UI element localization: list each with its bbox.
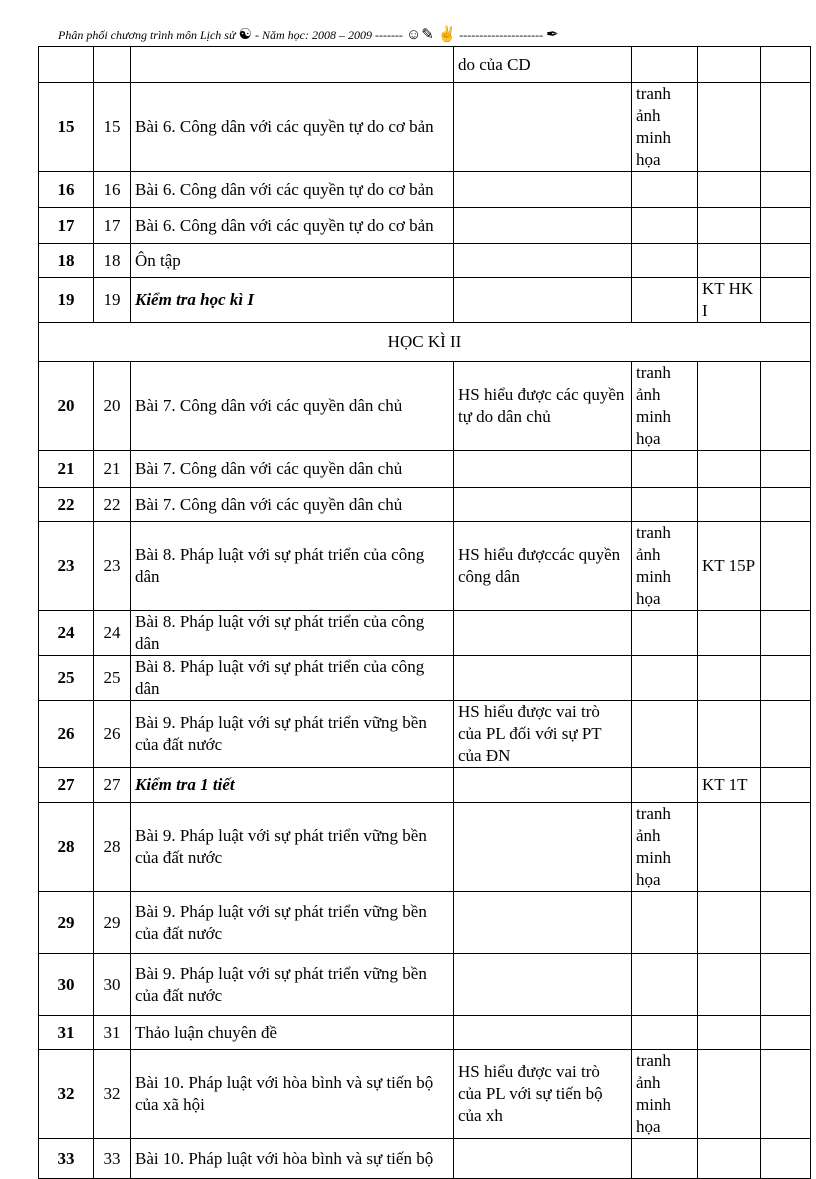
tiet-cell <box>94 47 131 83</box>
objective-cell <box>454 656 632 701</box>
table-row <box>39 47 811 83</box>
lesson-cell: Bài 8. Pháp luật với sự phát triển của công dân <box>131 656 454 701</box>
tiet-cell: 17 <box>94 208 131 244</box>
test-cell <box>698 954 761 1016</box>
test-cell <box>698 892 761 954</box>
objective-cell <box>454 611 632 656</box>
table-row <box>39 208 811 244</box>
stt-cell: 29 <box>39 892 94 954</box>
materials-cell <box>632 701 698 768</box>
materials-cell <box>632 278 698 323</box>
table-row <box>39 362 811 451</box>
header-pen-icon: ✒ <box>546 27 559 43</box>
objective-cell <box>454 488 632 522</box>
extra-cell <box>761 244 811 278</box>
table-row <box>39 451 811 488</box>
tiet-cell: 21 <box>94 451 131 488</box>
table-row <box>39 323 811 362</box>
lesson-cell: Bài 9. Pháp luật với sự phát triển vững bền của đất nước <box>131 701 454 768</box>
objective-cell: do của CD <box>454 47 632 83</box>
test-cell <box>698 362 761 451</box>
materials-cell <box>632 488 698 522</box>
test-cell <box>698 208 761 244</box>
materials-cell <box>632 656 698 701</box>
test-cell <box>698 656 761 701</box>
tiet-cell: 28 <box>94 803 131 892</box>
lesson-cell: Kiểm tra học kì I <box>131 278 454 323</box>
test-cell <box>698 172 761 208</box>
tiet-cell: 16 <box>94 172 131 208</box>
objective-cell: HS hiểu được các quyền tự do dân chủ <box>454 362 632 451</box>
test-cell <box>698 1050 761 1139</box>
lesson-cell: Bài 9. Pháp luật với sự phát triển vững bền của đất nước <box>131 892 454 954</box>
table-row <box>39 172 811 208</box>
objective-cell <box>454 172 632 208</box>
lesson-cell: Bài 9. Pháp luật với sự phát triển vững bền của đất nước <box>131 803 454 892</box>
lesson-cell: Bài 10. Pháp luật với hòa bình và sự tiến bộ của xã hội <box>131 1050 454 1139</box>
objective-cell: HS hiểu được vai trò của PL với sự tiến bộ của xh <box>454 1050 632 1139</box>
test-cell <box>698 244 761 278</box>
test-cell <box>698 83 761 172</box>
test-cell <box>698 488 761 522</box>
tiet-cell: 29 <box>94 892 131 954</box>
tiet-cell: 15 <box>94 83 131 172</box>
objective-cell <box>454 451 632 488</box>
objective-cell <box>454 803 632 892</box>
semester-heading: HỌC KÌ II <box>39 323 811 362</box>
table-row <box>39 1016 811 1050</box>
semester-2-heading <box>39 323 811 362</box>
header-dashes: ------- <box>374 28 403 42</box>
stt-cell: 20 <box>39 362 94 451</box>
extra-cell <box>761 522 811 611</box>
stt-cell: 17 <box>39 208 94 244</box>
lesson-cell <box>131 47 454 83</box>
table-row <box>39 892 811 954</box>
extra-cell <box>761 208 811 244</box>
stt-cell: 31 <box>39 1016 94 1050</box>
tiet-cell: 24 <box>94 611 131 656</box>
objective-cell <box>454 83 632 172</box>
tiet-cell: 31 <box>94 1016 131 1050</box>
extra-cell <box>761 803 811 892</box>
lesson-cell: Bài 7. Công dân với các quyền dân chủ <box>131 488 454 522</box>
table-row <box>39 701 811 768</box>
header-year: 2008 – 2009 <box>311 28 372 42</box>
tiet-cell: 26 <box>94 701 131 768</box>
materials-cell <box>632 1139 698 1179</box>
header-logo-icon: ☯ <box>238 27 252 43</box>
test-cell <box>698 451 761 488</box>
extra-cell <box>761 488 811 522</box>
lesson-cell: Bài 10. Pháp luật với hòa bình và sự tiến bộ <box>131 1139 454 1179</box>
tiet-cell: 18 <box>94 244 131 278</box>
extra-cell <box>761 1016 811 1050</box>
extra-cell <box>761 656 811 701</box>
test-cell <box>698 1139 761 1179</box>
tiet-cell: 25 <box>94 656 131 701</box>
tiet-cell: 22 <box>94 488 131 522</box>
stt-cell: 33 <box>39 1139 94 1179</box>
stt-cell: 23 <box>39 522 94 611</box>
test-cell <box>698 803 761 892</box>
materials-cell <box>632 768 698 803</box>
stt-cell: 30 <box>39 954 94 1016</box>
lesson-cell: Bài 6. Công dân với các quyền tự do cơ bản <box>131 172 454 208</box>
stt-cell: 22 <box>39 488 94 522</box>
materials-cell <box>632 208 698 244</box>
lesson-cell: Kiểm tra 1 tiết <box>131 768 454 803</box>
extra-cell <box>761 172 811 208</box>
lesson-cell: Thảo luận chuyên đề <box>131 1016 454 1050</box>
table-row <box>39 278 811 323</box>
table-row <box>39 522 811 611</box>
header-symbols: ☺✎ ✌ <box>405 27 457 43</box>
objective-cell <box>454 1016 632 1050</box>
test-cell <box>698 701 761 768</box>
table-row <box>39 1139 811 1179</box>
extra-cell <box>761 362 811 451</box>
table-row <box>39 1050 811 1139</box>
stt-cell: 15 <box>39 83 94 172</box>
materials-cell <box>632 954 698 1016</box>
table-row <box>39 656 811 701</box>
extra-cell <box>761 47 811 83</box>
lesson-cell: Bài 6. Công dân với các quyền tự do cơ bản <box>131 83 454 172</box>
objective-cell: HS hiểu được vai trò của PL đối với sự PT của ĐN <box>454 701 632 768</box>
extra-cell <box>761 701 811 768</box>
test-cell <box>698 1016 761 1050</box>
materials-cell: tranh ảnh minh họa <box>632 362 698 451</box>
materials-cell <box>632 47 698 83</box>
lesson-plan-table <box>38 46 811 1179</box>
tiet-cell: 20 <box>94 362 131 451</box>
tiet-cell: 27 <box>94 768 131 803</box>
table-row <box>39 954 811 1016</box>
objective-cell <box>454 1139 632 1179</box>
table-row <box>39 488 811 522</box>
test-cell <box>698 611 761 656</box>
tiet-cell: 33 <box>94 1139 131 1179</box>
tiet-cell: 30 <box>94 954 131 1016</box>
tiet-cell: 19 <box>94 278 131 323</box>
materials-cell <box>632 1016 698 1050</box>
test-cell: KT 1T <box>698 768 761 803</box>
semester-1-rows <box>39 47 811 323</box>
stt-cell: 24 <box>39 611 94 656</box>
table-row <box>39 768 811 803</box>
semester-2-rows <box>39 362 811 1179</box>
materials-cell <box>632 892 698 954</box>
materials-cell: tranh ảnh minh họa <box>632 522 698 611</box>
table-row <box>39 611 811 656</box>
tiet-cell: 32 <box>94 1050 131 1139</box>
materials-cell <box>632 172 698 208</box>
header-dashes-trailing: --------------------- <box>459 28 544 42</box>
stt-cell: 19 <box>39 278 94 323</box>
test-cell: KT HK I <box>698 278 761 323</box>
tiet-cell: 23 <box>94 522 131 611</box>
table-row <box>39 244 811 278</box>
test-cell: KT 15P <box>698 522 761 611</box>
objective-cell <box>454 278 632 323</box>
lesson-cell: Bài 7. Công dân với các quyền dân chủ <box>131 362 454 451</box>
stt-cell: 32 <box>39 1050 94 1139</box>
objective-cell <box>454 208 632 244</box>
extra-cell <box>761 954 811 1016</box>
table-row <box>39 83 811 172</box>
materials-cell: tranh ảnh minh họa <box>632 83 698 172</box>
page-header <box>58 25 758 45</box>
lesson-cell: Ôn tập <box>131 244 454 278</box>
stt-cell: 28 <box>39 803 94 892</box>
lesson-cell: Bài 7. Công dân với các quyền dân chủ <box>131 451 454 488</box>
materials-cell <box>632 611 698 656</box>
extra-cell <box>761 1050 811 1139</box>
header-year-label: - Năm học: <box>254 28 309 42</box>
materials-cell <box>632 451 698 488</box>
objective-cell: HS hiểu đượccác quyền công dân <box>454 522 632 611</box>
lesson-cell: Bài 9. Pháp luật với sự phát triển vững bền của đất nước <box>131 954 454 1016</box>
stt-cell: 27 <box>39 768 94 803</box>
stt-cell: 26 <box>39 701 94 768</box>
lesson-cell: Bài 8. Pháp luật với sự phát triển của công dân <box>131 611 454 656</box>
extra-cell <box>761 1139 811 1179</box>
materials-cell <box>632 244 698 278</box>
lesson-cell: Bài 8. Pháp luật với sự phát triển của công dân <box>131 522 454 611</box>
materials-cell: tranh ảnh minh họa <box>632 803 698 892</box>
extra-cell <box>761 83 811 172</box>
lesson-cell: Bài 6. Công dân với các quyền tự do cơ bản <box>131 208 454 244</box>
extra-cell <box>761 892 811 954</box>
extra-cell <box>761 768 811 803</box>
stt-cell: 21 <box>39 451 94 488</box>
objective-cell <box>454 768 632 803</box>
extra-cell <box>761 451 811 488</box>
table-row <box>39 803 811 892</box>
objective-cell <box>454 892 632 954</box>
extra-cell <box>761 278 811 323</box>
stt-cell: 18 <box>39 244 94 278</box>
stt-cell <box>39 47 94 83</box>
objective-cell <box>454 244 632 278</box>
objective-cell <box>454 954 632 1016</box>
materials-cell: tranh ảnh minh họa <box>632 1050 698 1139</box>
stt-cell: 25 <box>39 656 94 701</box>
extra-cell <box>761 611 811 656</box>
test-cell <box>698 47 761 83</box>
header-title: Phân phối chương trình môn Lịch sử <box>58 28 236 42</box>
stt-cell: 16 <box>39 172 94 208</box>
